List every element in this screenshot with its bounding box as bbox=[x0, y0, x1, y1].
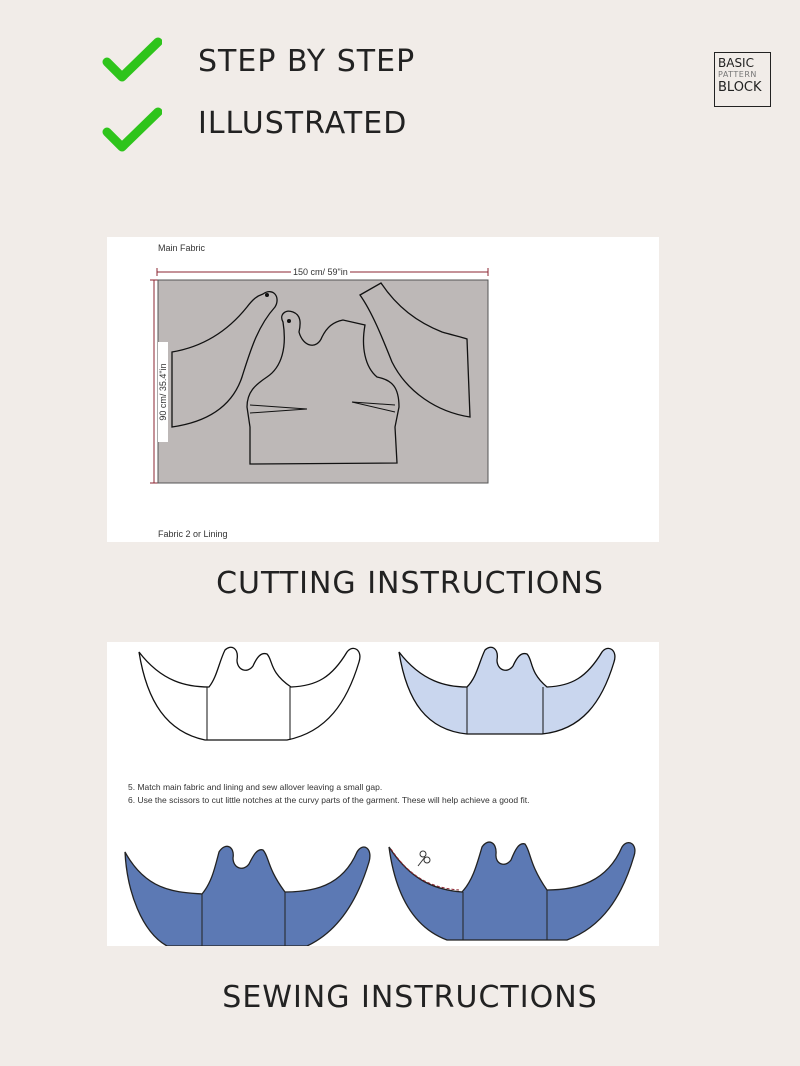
sewing-step-5: 5. Match main fabric and lining and sew allover leaving a small gap. bbox=[128, 782, 383, 792]
lining-illustration bbox=[399, 647, 615, 734]
main-fabric-label: Main Fabric bbox=[158, 243, 206, 253]
sewn-garment-left bbox=[125, 846, 370, 946]
cutting-layout-image bbox=[107, 237, 659, 542]
sewing-step-6: 6. Use the scissors to cut little notches at the curvy parts of the garment. These will help achieve a good fit. bbox=[128, 795, 530, 805]
checkmark-icon bbox=[102, 106, 162, 156]
brand-logo bbox=[714, 52, 771, 107]
feature-illustrated: ILLUSTRATED bbox=[198, 106, 408, 141]
sewing-steps-diagram bbox=[107, 642, 659, 946]
checkmark-icon bbox=[102, 36, 162, 86]
logo-line-2: PATTERN bbox=[718, 70, 757, 79]
width-dimension-label: 150 cm/ 59"in bbox=[293, 267, 348, 277]
height-dimension-label: 90 cm/ 35.4"in bbox=[158, 342, 168, 442]
cutting-instructions-title: CUTTING INSTRUCTIONS bbox=[216, 566, 604, 601]
fabric-rectangle bbox=[158, 280, 488, 483]
lining-label: Fabric 2 or Lining bbox=[158, 529, 228, 539]
sewing-steps-image bbox=[107, 642, 659, 946]
scissors-icon bbox=[418, 851, 430, 866]
sewing-instructions-title: SEWING INSTRUCTIONS bbox=[222, 980, 598, 1015]
cutting-layout-diagram bbox=[107, 237, 659, 542]
logo-line-3: BLOCK bbox=[718, 80, 762, 95]
logo-line-1: BASIC bbox=[718, 56, 754, 70]
garment-outline-illustration bbox=[139, 647, 360, 740]
feature-step-by-step: STEP BY STEP bbox=[198, 44, 416, 79]
